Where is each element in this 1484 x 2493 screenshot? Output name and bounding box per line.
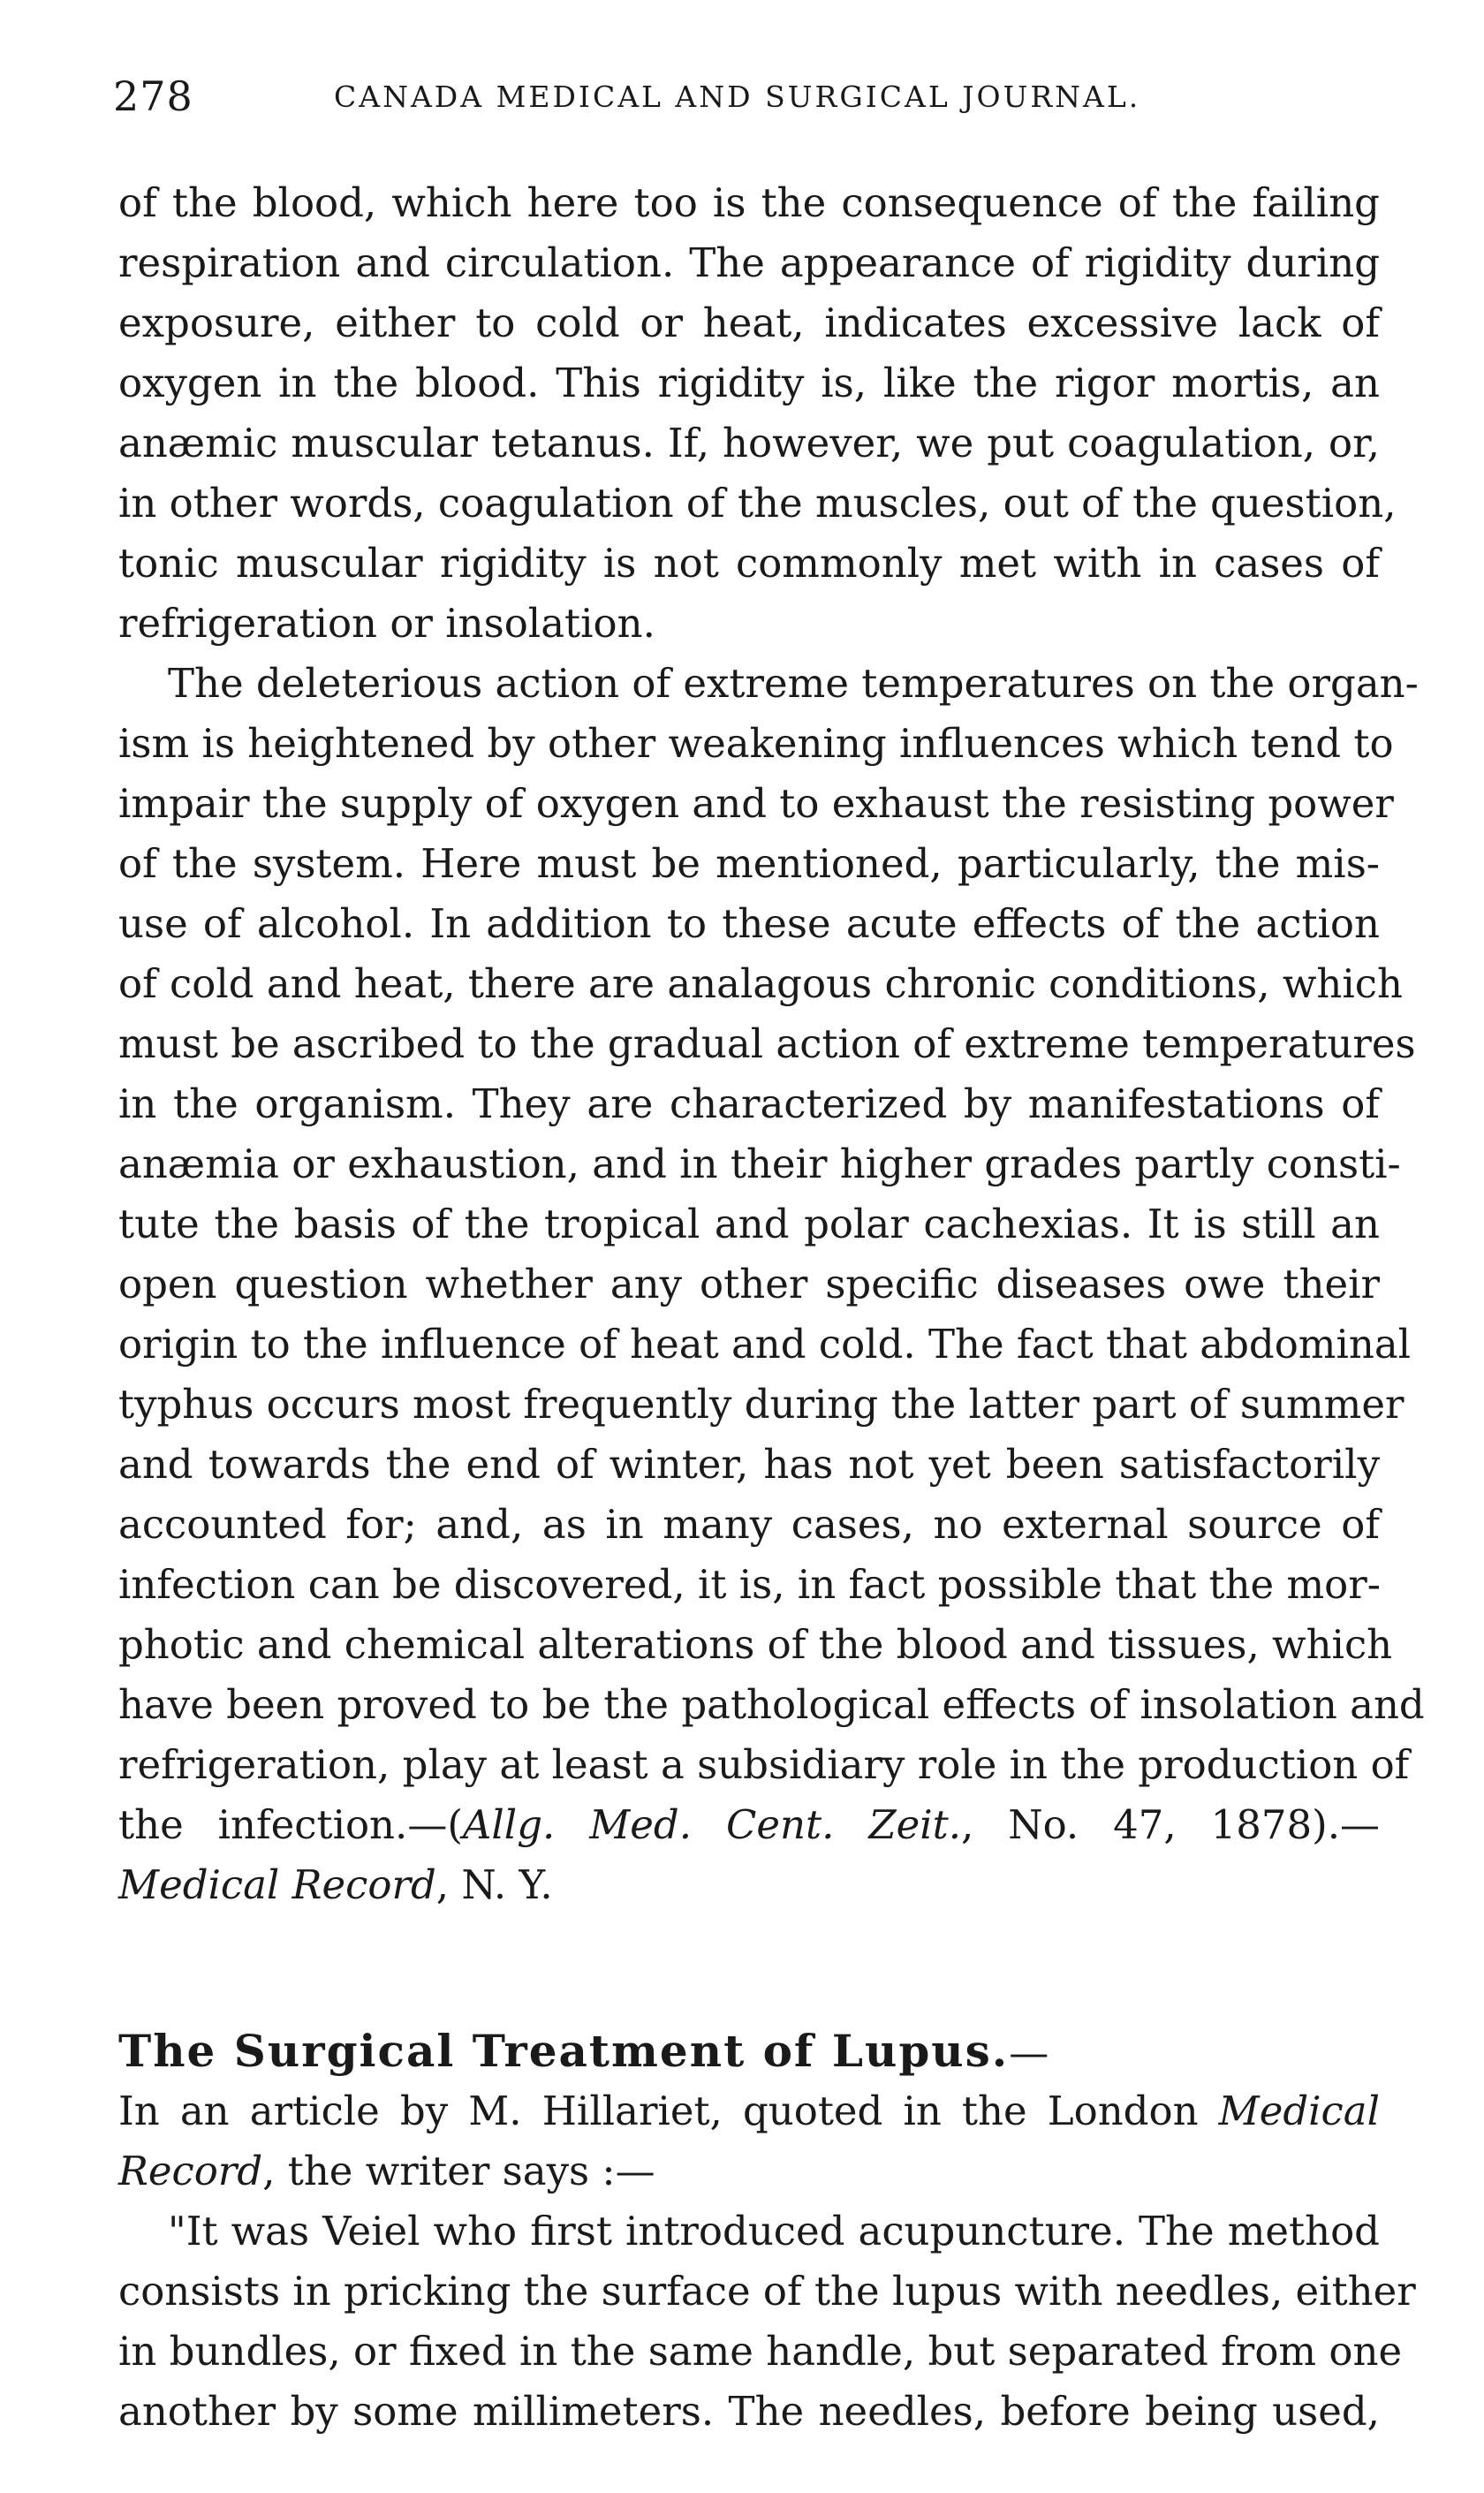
text-line: exposure, either to cold or heat, indicates excessive lack of bbox=[118, 299, 1380, 346]
text-line: infection can be discovered, it is, in fact possible that the mor- bbox=[118, 1561, 1381, 1608]
text-line: The deleterious action of extreme temperatures on the organ- bbox=[168, 660, 1419, 707]
text-line bbox=[118, 2081, 1380, 2141]
text-line: impair the supply of oxygen and to exhaust the resisting power bbox=[118, 780, 1394, 827]
text-line: anæmia or exhaustion, and in their higher grades partly consti- bbox=[118, 1140, 1401, 1187]
text-line: refrigeration, play at least a subsidiary role in the production of bbox=[118, 1741, 1410, 1788]
text-line: of the blood, which here too is the consequence of the failing bbox=[118, 179, 1380, 226]
text-line: ism is heightened by other weakening influences which tend to bbox=[118, 720, 1394, 767]
intro-source-cont: Record bbox=[118, 2148, 263, 2194]
heading-dash: — bbox=[1009, 2029, 1049, 2076]
text-line: "It was Veiel who first introduced acupuncture. The method bbox=[168, 2208, 1380, 2254]
intro-text-cont: , the writer says :— bbox=[262, 2148, 655, 2194]
text-line: of the system. Here must be mentioned, particularly, the mis- bbox=[118, 840, 1380, 887]
text-line: tonic muscular rigidity is not commonly met with in cases of bbox=[118, 540, 1380, 587]
text-line: have been proved to be the pathological effects of insolation and bbox=[118, 1681, 1425, 1728]
text-line: in other words, coagulation of the muscles, out of the question, bbox=[118, 480, 1397, 527]
text-line: origin to the influence of heat and cold. The fact that abdominal bbox=[118, 1321, 1412, 1368]
text-line: in the organism. They are characterized by manifestations of bbox=[118, 1080, 1380, 1127]
running-head bbox=[113, 72, 1385, 125]
intro-text: In an article by M. Hillariet, quoted in the London bbox=[118, 2088, 1219, 2134]
citation-line bbox=[118, 1855, 1380, 1915]
section-lupus bbox=[118, 2021, 1416, 2442]
journal-title: CANADA MEDICAL AND SURGICAL JOURNAL. bbox=[334, 80, 1141, 114]
text-line bbox=[118, 2141, 1380, 2201]
text-line: refrigeration or insolation. bbox=[118, 600, 655, 647]
citation-line bbox=[118, 1795, 1380, 1855]
text-line: in bundles, or fixed in the same handle, but separated from one bbox=[118, 2328, 1403, 2375]
text-line: photic and chemical alterations of the blood and tissues, which bbox=[118, 1621, 1393, 1668]
text-line: and towards the end of winter, has not yet been satisfactorily bbox=[118, 1441, 1380, 1488]
section-heading-line bbox=[118, 2021, 1380, 2081]
text-line: of cold and heat, there are analagous chronic conditions, which bbox=[118, 960, 1403, 1007]
text-line: accounted for; and, as in many cases, no external source of bbox=[118, 1501, 1380, 1548]
section-heading: The Surgical Treatment of Lupus. bbox=[118, 2025, 1010, 2077]
text-line: tute the basis of the tropical and polar cachexias. It is still an bbox=[118, 1201, 1380, 1247]
text-line: typhus occurs most frequently during the latter part of summer bbox=[118, 1381, 1404, 1428]
citation-tail: , N. Y. bbox=[435, 1861, 553, 1908]
article-body bbox=[118, 173, 1425, 2442]
text-line: respiration and circulation. The appearance of rigidity during bbox=[118, 239, 1380, 286]
page-number: 278 bbox=[113, 72, 193, 120]
text-line: another by some millimeters. The needles, before being used, bbox=[118, 2388, 1380, 2435]
intro-source: Medical bbox=[1218, 2088, 1380, 2134]
paragraph-deleterious-action bbox=[118, 654, 1425, 1915]
text-line: must be ascribed to the gradual action of extreme temperatures bbox=[118, 1020, 1416, 1067]
citation-lead: the infection.—( bbox=[118, 1801, 463, 1848]
citation-mid: , No. 47, 1878).— bbox=[961, 1801, 1380, 1848]
text-line: use of alcohol. In addition to these acute effects of the action bbox=[118, 900, 1380, 947]
paragraph-blood-rigidity bbox=[118, 173, 1397, 654]
section-gap bbox=[118, 1915, 1380, 2021]
citation-source-medical-record: Medical Record bbox=[118, 1861, 436, 1908]
text-line: consists in pricking the surface of the lupus with needles, either bbox=[118, 2268, 1416, 2315]
text-line: open question whether any other specific diseases owe their bbox=[118, 1261, 1380, 1307]
text-line: anæmic muscular tetanus. If, however, we put coagulation, or, bbox=[118, 420, 1380, 466]
citation-source-allg: Allg. Med. Cent. Zeit. bbox=[462, 1801, 961, 1848]
text-line: oxygen in the blood. This rigidity is, like the rigor mortis, an bbox=[118, 360, 1380, 406]
